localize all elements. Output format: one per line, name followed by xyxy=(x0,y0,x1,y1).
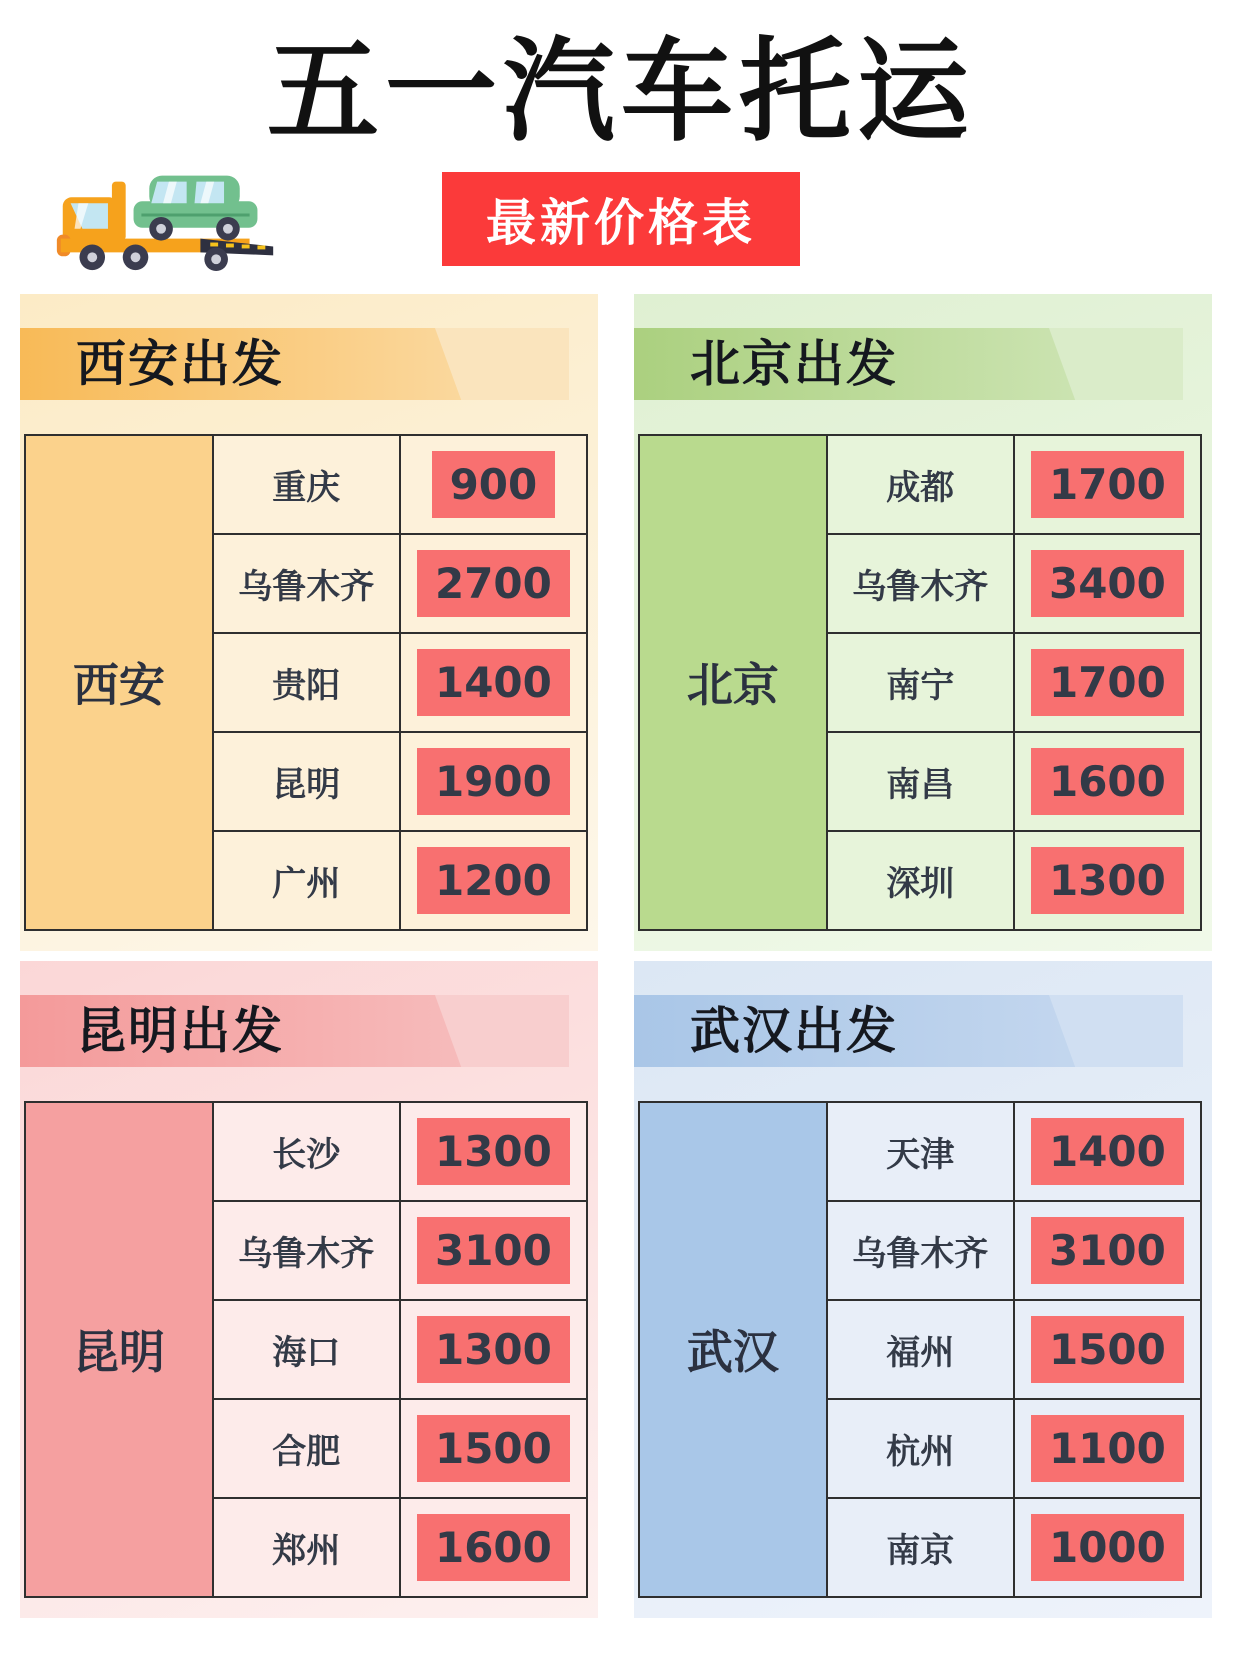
table-row xyxy=(25,435,587,534)
price-tag: 2700 xyxy=(417,550,570,617)
price-cell xyxy=(1014,534,1201,633)
city-cell: 重庆 xyxy=(213,435,400,534)
price-tag: 1100 xyxy=(1031,1415,1184,1482)
price-tag: 1600 xyxy=(417,1514,570,1581)
price-tag: 1900 xyxy=(417,748,570,815)
city-cell: 南宁 xyxy=(827,633,1014,732)
panel-header-label: 北京出发 xyxy=(690,334,898,393)
price-cell xyxy=(400,1300,587,1399)
price-cell xyxy=(1014,435,1201,534)
panel-header-label: 西安出发 xyxy=(76,334,284,393)
city-cell: 深圳 xyxy=(827,831,1014,930)
city-cell: 郑州 xyxy=(213,1498,400,1597)
panel-header-label: 武汉出发 xyxy=(690,1001,898,1060)
table-row xyxy=(639,435,1201,534)
price-tag: 1000 xyxy=(1031,1514,1184,1581)
price-cell xyxy=(400,1498,587,1597)
price-tag: 900 xyxy=(432,451,556,518)
city-cell: 昆明 xyxy=(213,732,400,831)
price-tag: 3100 xyxy=(417,1217,570,1284)
subtitle-row xyxy=(0,166,1242,286)
city-cell: 长沙 xyxy=(213,1102,400,1201)
panel-kunming-departure xyxy=(20,961,598,1618)
tow-truck-icon xyxy=(52,156,280,274)
price-tag: 1300 xyxy=(417,1316,570,1383)
price-tag: 1700 xyxy=(1031,451,1184,518)
price-tag: 1600 xyxy=(1031,748,1184,815)
price-cell xyxy=(400,1201,587,1300)
price-table-xian xyxy=(24,434,588,931)
price-table-wuhan xyxy=(638,1101,1202,1598)
city-cell: 合肥 xyxy=(213,1399,400,1498)
price-cell xyxy=(400,831,587,930)
price-cell xyxy=(1014,633,1201,732)
panel-header-label: 昆明出发 xyxy=(76,1001,284,1060)
panel-header-band-beijing xyxy=(634,328,1183,400)
price-tag: 1200 xyxy=(417,847,570,914)
city-cell: 乌鲁木齐 xyxy=(827,1201,1014,1300)
subtitle-badge: 最新价格表 xyxy=(442,172,800,266)
city-cell: 海口 xyxy=(213,1300,400,1399)
city-cell: 贵阳 xyxy=(213,633,400,732)
city-cell: 乌鲁木齐 xyxy=(213,1201,400,1300)
city-cell: 南昌 xyxy=(827,732,1014,831)
price-tables-grid xyxy=(0,286,1242,1628)
price-table-beijing xyxy=(638,434,1202,931)
panel-xian-departure xyxy=(20,294,598,951)
price-cell xyxy=(400,435,587,534)
origin-cell: 西安 xyxy=(25,435,213,930)
city-cell: 广州 xyxy=(213,831,400,930)
price-cell xyxy=(1014,1201,1201,1300)
price-cell xyxy=(1014,732,1201,831)
panel-header-band-wuhan xyxy=(634,995,1183,1067)
price-tag: 1500 xyxy=(1031,1316,1184,1383)
price-cell xyxy=(400,1399,587,1498)
city-cell: 天津 xyxy=(827,1102,1014,1201)
price-tag: 1400 xyxy=(1031,1118,1184,1185)
price-table-kunming xyxy=(24,1101,588,1598)
price-cell xyxy=(400,732,587,831)
city-cell: 杭州 xyxy=(827,1399,1014,1498)
price-cell xyxy=(1014,1399,1201,1498)
price-tag: 3400 xyxy=(1031,550,1184,617)
panel-header-band-xian xyxy=(20,328,569,400)
price-tag: 3100 xyxy=(1031,1217,1184,1284)
city-cell: 乌鲁木齐 xyxy=(827,534,1014,633)
price-tag: 1400 xyxy=(417,649,570,716)
panel-header-band-kunming xyxy=(20,995,569,1067)
price-tag: 1500 xyxy=(417,1415,570,1482)
price-cell xyxy=(1014,1498,1201,1597)
price-cell xyxy=(1014,1300,1201,1399)
price-tag: 1300 xyxy=(417,1118,570,1185)
table-row xyxy=(639,1102,1201,1201)
city-cell: 成都 xyxy=(827,435,1014,534)
city-cell: 乌鲁木齐 xyxy=(213,534,400,633)
price-cell xyxy=(400,633,587,732)
page-title: 五一汽车托运 xyxy=(267,27,975,157)
panel-beijing-departure xyxy=(634,294,1212,951)
city-cell: 福州 xyxy=(827,1300,1014,1399)
price-cell xyxy=(400,1102,587,1201)
price-cell xyxy=(400,534,587,633)
price-cell xyxy=(1014,831,1201,930)
origin-cell: 昆明 xyxy=(25,1102,213,1597)
price-tag: 1700 xyxy=(1031,649,1184,716)
price-cell xyxy=(1014,1102,1201,1201)
table-row xyxy=(25,1102,587,1201)
price-tag: 1300 xyxy=(1031,847,1184,914)
panel-wuhan-departure xyxy=(634,961,1212,1618)
origin-cell: 武汉 xyxy=(639,1102,827,1597)
origin-cell: 北京 xyxy=(639,435,827,930)
city-cell: 南京 xyxy=(827,1498,1014,1597)
